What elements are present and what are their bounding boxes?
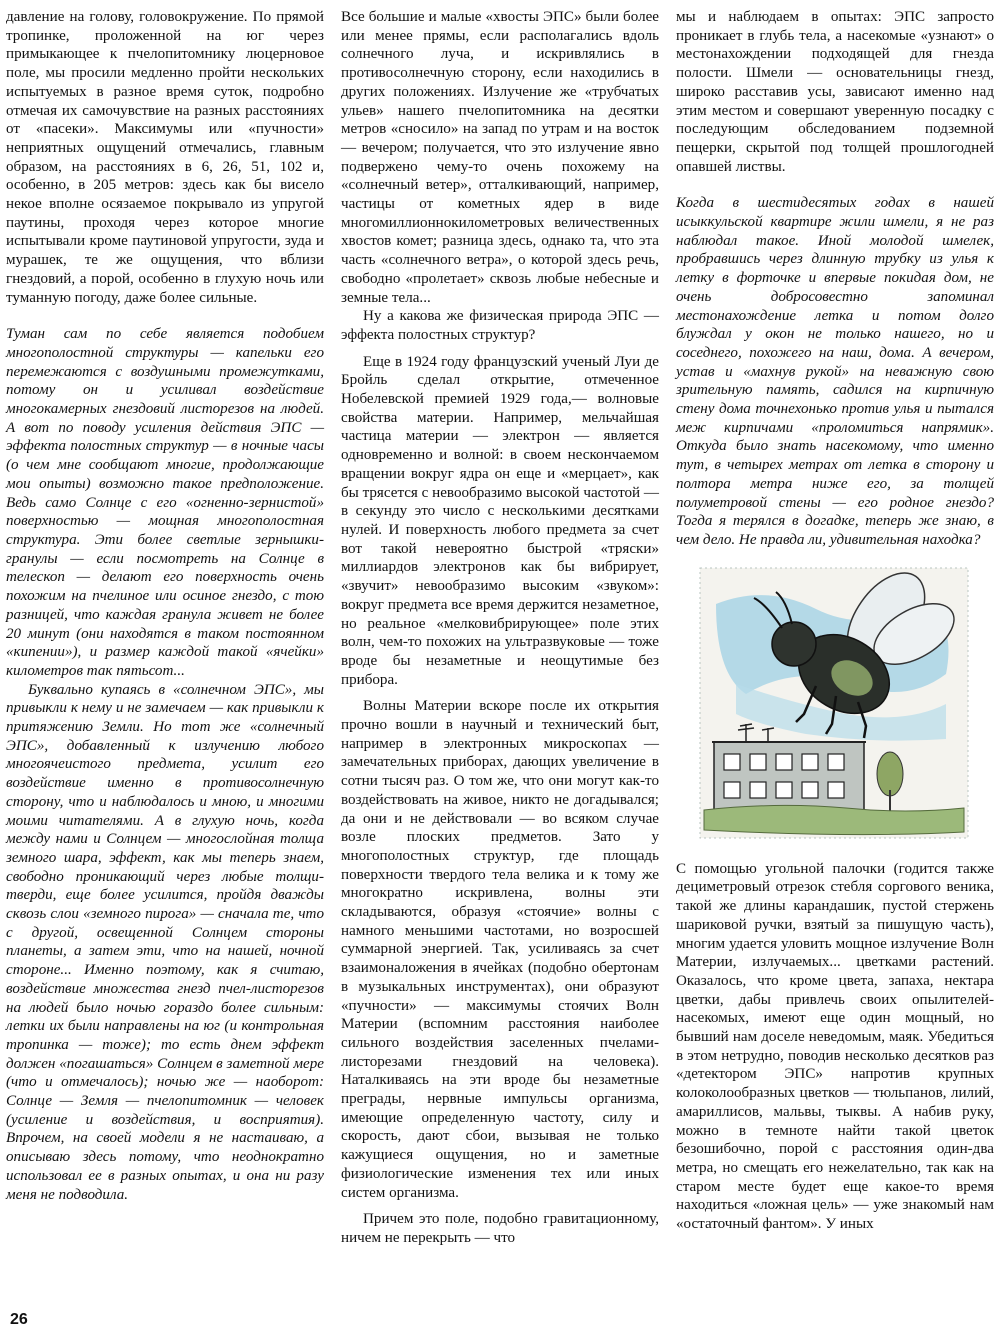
paragraph: Еще в 1924 году французский ученый Луи де Бройль сделал открытие, отмеченное Нобелевской премией 1929 года,— волновые свойства материи. Например, мельчайшая частица материи — электрон — является одновременно и волной: в своем нескончаемом вращении вокруг ядра он еще и «мерцает», как бы трясется с невообразимо высокой частотой — в секунду это число с несколькими десятками нулей. И поверхность любого предмета за счет вот такой невероятно быстрой «тряски» миллиардов электронов как бы вибрирует, «звучит» невообразимо высоким «звуком»: вокруг предмета все время держится незаметное, но реальное «мелковибрирующее» поле этих волн, чем-то похожих на ультразвуковые — тоже вроде бы незаметные и неощутимые без прибора. xyxy=(341,353,659,688)
paragraph: Ну а какова же физическая природа ЭПС — эффекта полостных структур? xyxy=(341,308,659,343)
paragraph: Все большие и малые «хвосты ЭПС» были более или менее прямы, если располагались вдоль солнечного луча, и искривлялись в противосолнечную сторону, если находились в других положениях. Излучение же «трубчатых ульев» нашего пчелопитомника на десятки метров «сносило» на запад по утрам и на восток — вечером; получается, что это излучение явно подвержено чему-то очень похожему на «солнечный ветер», отталкивающий, например, частицы от кометных ядер в виде многомиллионнокилометровых величественных хвостов комет; разница здесь, однако та, что эта часть «солнечного ветра», о которой здесь речь, свободно «пролетает» сквозь любые небесные и земные тела... xyxy=(341,9,659,306)
text-column-3 xyxy=(676,8,994,1234)
paragraph: давление на голову, головокружение. По прямой тропинке, проложенной на юг через примыкающее к пчелопитомнику люцерновое поле, мы просили медленно пройти нескольких испытуемых в разное время суток, подробно отмечая их самочувствие на разных расстояниях от «пасеки». Максимумы или «пучности» неприятных ощущений отмечались, главным образом, на расстояниях в 6, 26, 51, 102 и, особенно, в 205 метров: здесь как бы висело некое вполне осязаемое покрывало из упругой паутины, проходя через которое многие испытывали кроме паутиновой упругости, зуда и мурашек, те же ощущения, что вблизи гнездовий, а порой, особенно в глухую ночь или туманную погоду, даже более сильные. xyxy=(6,9,324,306)
page-number: 26 xyxy=(10,1311,28,1328)
house xyxy=(714,742,864,810)
paragraph: С помощью угольной палочки (годится также дециметровый отрезок стебля соргового веника, такой же длины карандашик, пустой стержень шариковой ручки, взятый за пишущую часть), многим удается уловить мощное излучение Волн Материи, излучаемых... цветками растений. Оказалось, что кроме цвета, запаха, нектара цветки, дабы привлечь своих опылителей-насекомых, имеют еще один мощный, но бывший нам доселе неведомым, маяк. Убедиться в этом нетрудно, поводив несколько десятков раз «детектором ЭПС» напротив крупных колоколообразных цветков — тюльпанов, лилий, амариллисов, мальвы, тыквы. А набив руку, можно в темноте найти такой цветок безошибочно, порой с расстояния один-два метра, но смещать его нежелательно, так как на старом месте будет еще какое-то время находиться «ложная цель» — уже знакомый нам «остаточный фантом». У иных xyxy=(676,860,994,1233)
bumblebee-over-house-illustration xyxy=(676,564,994,844)
italic-paragraph: Буквально купаясь в «солнечном ЭПС», мы привыкли к нему и не замечаем — как привыкли к притяжению Земли. Но тот же «солнечный ЭПС», добавленный к излучению любого многоячеистого предмета, усилит его воздействие именно в противосолнечную сторону, что и наблюдалось и мною, и многими моими читателями. А в глухую ночь, когда между нами и Солнцем — многослойная толща земного шара, эффект, как мы теперь знаем, свободно проникающий через любые толщи-тверди, еще более усилится, пройдя дважды сквозь слои «земного пирога» — сначала те, что с другой, освещенной Солнцем стороны планеты, а затем эти, что на нашей, ночной стороне... Именно поэтому, как я считаю, воздействие множества гнезд пчел-листорезов на людей было ночью гораздо более сильным: летки их были направлены на юг (и контрольная тропинка — тоже); то есть днем эффект должен «погашаться» Солнцем в заметной мере (что и отмечалось); ночью же — наоборот: Солнце — Земля — пчелопитомник — человек (усиление и воздействия, и восприятия). Впрочем, на своей модели я не настаиваю, а описываю здесь потому, что неоднократно использовал ее в разных опытах, и она ни разу меня не подводила. xyxy=(6,681,324,1203)
tree xyxy=(877,752,903,796)
text-column-1 xyxy=(6,8,324,1204)
paragraph: Причем это поле, подобно гравитационному, ничем не перекрыть — что xyxy=(341,1211,659,1246)
italic-paragraph: Когда в шестидесятых годах в нашей исыккульской квартире жили шмели, я не раз наблюдал такое. Иной молодой шмелек, пробравшись через длинную трубку из улья к летку в форточке и впервые покидая дом, не очень добросовестно запоминал местонахождение летка и потом долго блуждал у окон не только нашего, но и соседнего, похожего на наш, дома. А вечером, устав и «махнув рукой» на неважную свою зрительную память, садился на кирпичную стену дома точнехонько против улья и пытался меж кирпичами «проломиться напрямик». Откуда было знать насекомому, что именно тут, в четырех метрах от летка в сторону и полтора метра ниже его, за толщей полуметровой стены — его родное гнездо? Тогда я терялся в догадке, теперь же знаю, в чем дело. Не правда ли, удивительная находка? xyxy=(676,195,994,548)
text-column-2 xyxy=(341,8,659,1248)
paragraph: мы и наблюдаем в опытах: ЭПС запросто проникает в глубь тела, а насекомые «узнают» о местонахождении подходящей для гнезда полости. Шмели — основательницы гнезд, широко расставив усы, зависают именно над этим местом и совершают уверенную посадку с последующим обследованием подземной пещерки, скрытой под толщей прошлогодней опавшей листвы. xyxy=(676,9,994,175)
paragraph: Волны Материи вскоре после их открытия прочно вошли в научный и технический быт, например в электронных микроскопах — замечательных приборах, дающих увеличение в сотни тысяч раз. О том же, что они могут как-то воздействовать на живое, никто не догадывался; да они и не действовали — во всяком случае возле плоских предметов. Зато у многополостных структур, где площадь поверхности твердого тела велика и к тому же многократно искривлена, волны эти складываются, образуя «стоячие» волны с намного меньшими частотами, но возросшей суммарной энергией. Так, усиливаясь за счет взаимоналожения в ячейках (подобно обертонам в музыкальных инструментах), они образуют «пучности» — максимумы стоячих Волн Материи (вспомним расстояния наиболее сильного воздействия заселенных пчелами-листорезами гнездовий на человека). Наталкиваясь на эти вроде бы незаметные преграды, нервные импульсы организма, имеющие определенную частоту, силу и скорость, дают сбои, вызывая не только кажущиеся ощущения, но и заметные физиологические изменения тех или иных систем организма. xyxy=(341,698,659,1201)
italic-paragraph: Туман сам по себе является подобием многополостной структуры — капельки его перемежаются с воздушными промежутками, потому он и усиливал воздействие многокамерных гнездовий листорезов на людей. А вот по поводу усиления действия ЭПС — эффекта полостных структур — в ночные часы (о чем мне сообщают многие, продолжающие мои опыты) возможно такое предположение. Ведь само Солнце с его «огненно-зернистой» поверхностью — мощная многополостная структура. Эти более светлые зернышки-гранулы — если посмотреть на Солнце в телескоп — делают его поверхность очень похожим на пчелиное или осиное гнездо, с тою разницей, что каждая гранула живет не более 20 минут (они находятся в таком постоянном «кипении»), и размер каждой такой «ячейки» километров так пятьсот... xyxy=(6,326,324,679)
bee-head xyxy=(772,622,816,666)
